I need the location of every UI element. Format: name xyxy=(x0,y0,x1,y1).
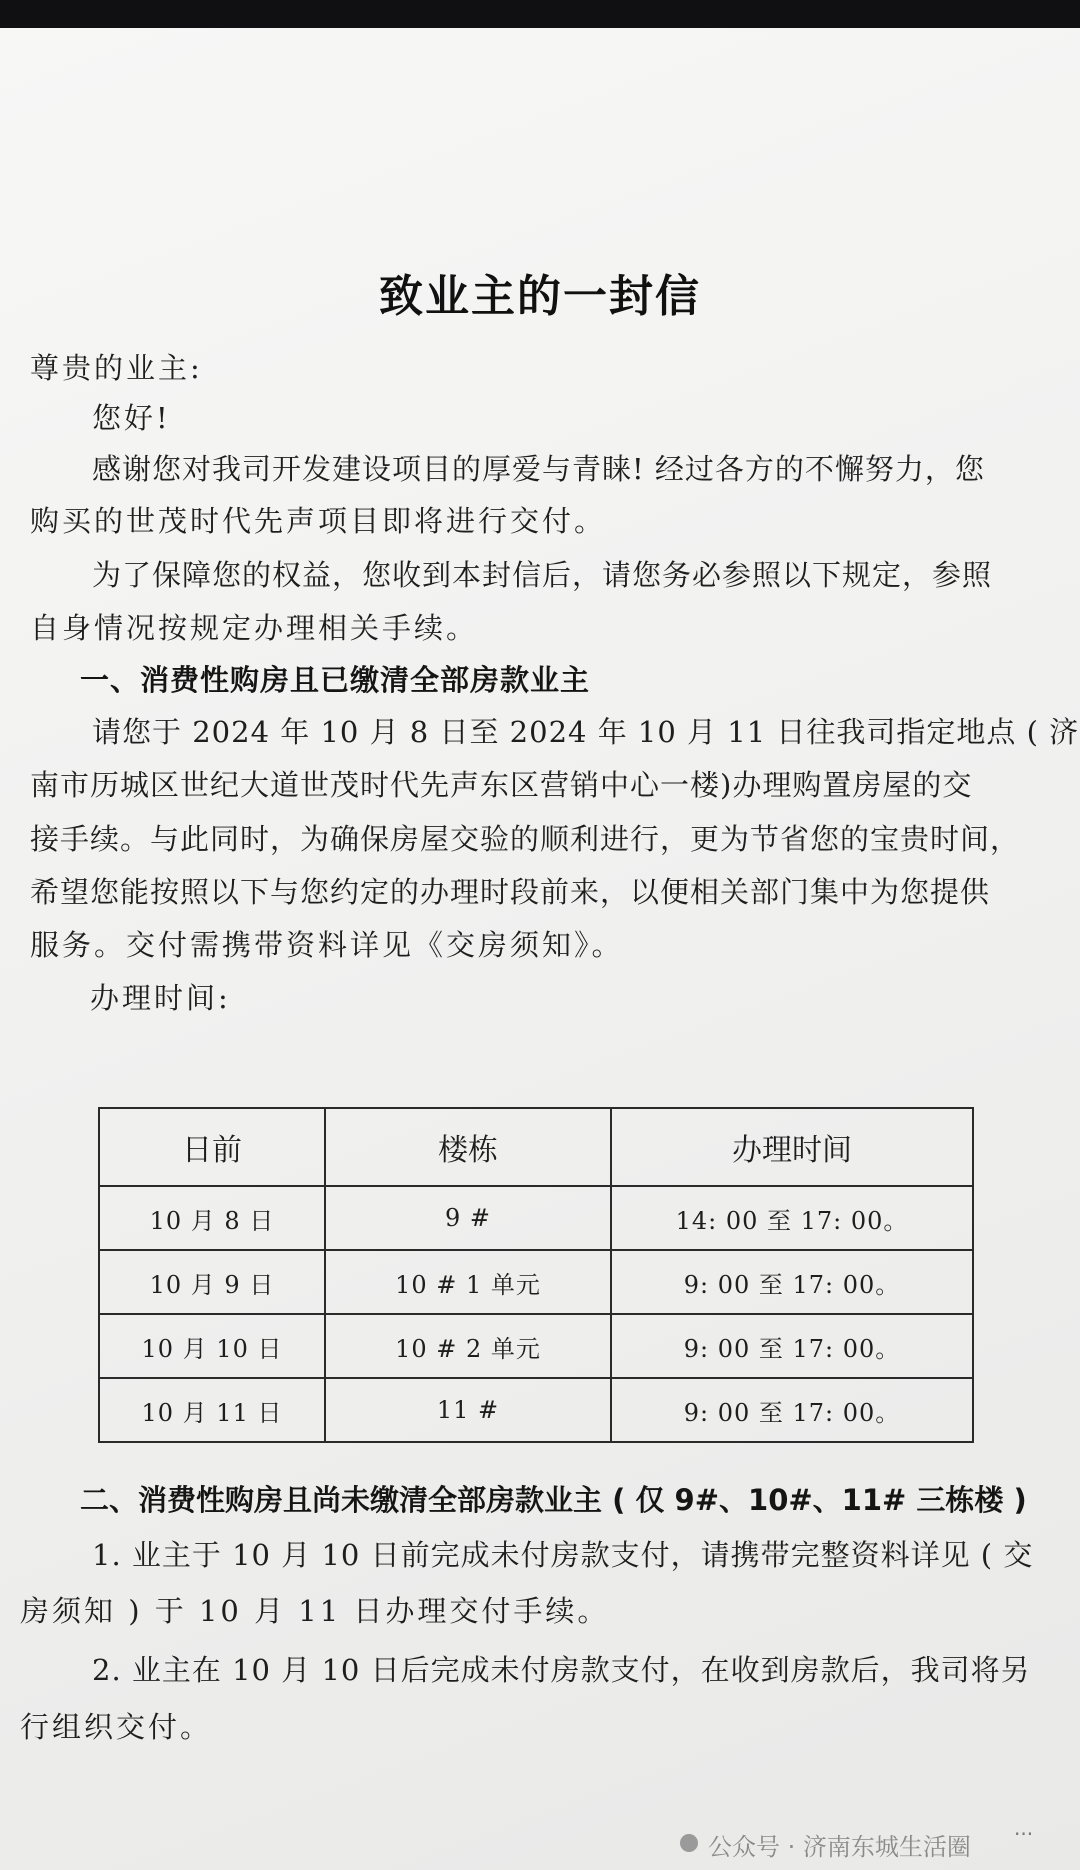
table-cell-time: 9: 00 至 17: 00。 xyxy=(611,1250,973,1314)
table-cell-date: 10 月 8 日 xyxy=(99,1186,325,1250)
source-watermark: 公众号 · 济南东城生活圈 xyxy=(708,1833,971,1861)
table-row xyxy=(99,1314,973,1378)
paragraph-line: 感谢您对我司开发建设项目的厚爱与青睐! 经过各方的不懈努力，您 xyxy=(92,452,985,486)
paragraph-line: 接手续。与此同时，为确保房屋交验的顺利进行，更为节省您的宝贵时间， xyxy=(30,822,1021,856)
table-cell-time: 9: 00 至 17: 00。 xyxy=(611,1314,973,1378)
paragraph-line: 请您于 2024 年 10 月 8 日至 2024 年 10 月 11 日往我司指定地点 ( 济 xyxy=(92,715,1080,749)
list-item: 2. 业主在 10 月 10 日后完成未付房款支付，在收到房款后，我司将另 xyxy=(92,1653,1031,1687)
section-2-heading: 二、消费性购房且尚未缴清全部房款业主 ( 仅 9#、10#、11# 三栋楼 ) xyxy=(80,1483,1027,1517)
column-header-time: 办理时间 xyxy=(611,1108,973,1186)
list-item: 1. 业主于 10 月 10 日前完成未付房款支付，请携带完整资料详见 ( 交 xyxy=(92,1538,1034,1572)
column-header-date: 日前 xyxy=(99,1108,325,1186)
more-icon: ··· xyxy=(1014,1822,1034,1846)
paragraph-line: 为了保障您的权益，您收到本封信后，请您务必参照以下规定，参照 xyxy=(92,558,993,592)
greeting: 您好! xyxy=(92,401,171,435)
table-cell-date: 10 月 9 日 xyxy=(99,1250,325,1314)
table-cell-date: 10 月 11 日 xyxy=(99,1378,325,1442)
table-row xyxy=(99,1186,973,1250)
schedule-table xyxy=(98,1107,974,1443)
paragraph-line: 南市历城区世纪大道世茂时代先声东区营销中心一楼)办理购置房屋的交 xyxy=(30,768,973,802)
paragraph-line: 希望您能按照以下与您约定的办理时段前来，以便相关部门集中为您提供 xyxy=(30,875,991,909)
table-cell-building: 11 # xyxy=(325,1378,611,1442)
letter-title: 致业主的一封信 xyxy=(379,271,701,322)
table-cell-time: 9: 00 至 17: 00。 xyxy=(611,1378,973,1442)
column-header-building: 楼栋 xyxy=(325,1108,611,1186)
list-item: 房须知 ) 于 10 月 11 日办理交付手续。 xyxy=(20,1594,610,1628)
table-cell-building: 10 # 1 单元 xyxy=(325,1250,611,1314)
paragraph-line: 服务。交付需携带资料详见《交房须知》。 xyxy=(30,928,624,962)
salutation: 尊贵的业主: xyxy=(30,351,203,385)
table-header-row xyxy=(99,1108,973,1186)
table-row xyxy=(99,1378,973,1442)
table-cell-time: 14: 00 至 17: 00。 xyxy=(611,1186,973,1250)
table-cell-building: 10 # 2 单元 xyxy=(325,1314,611,1378)
list-item: 行组织交付。 xyxy=(20,1710,213,1744)
paragraph-line: 购买的世茂时代先声项目即将进行交付。 xyxy=(30,504,607,538)
wechat-account-icon xyxy=(680,1834,698,1852)
table-cell-building: 9 # xyxy=(325,1186,611,1250)
table-cell-date: 10 月 10 日 xyxy=(99,1314,325,1378)
paragraph-line: 自身情况按规定办理相关手续。 xyxy=(30,611,479,645)
schedule-label: 办理时间: xyxy=(90,981,231,1015)
table-row xyxy=(99,1250,973,1314)
section-1-heading: 一、消费性购房且已缴清全部房款业主 xyxy=(80,663,591,697)
